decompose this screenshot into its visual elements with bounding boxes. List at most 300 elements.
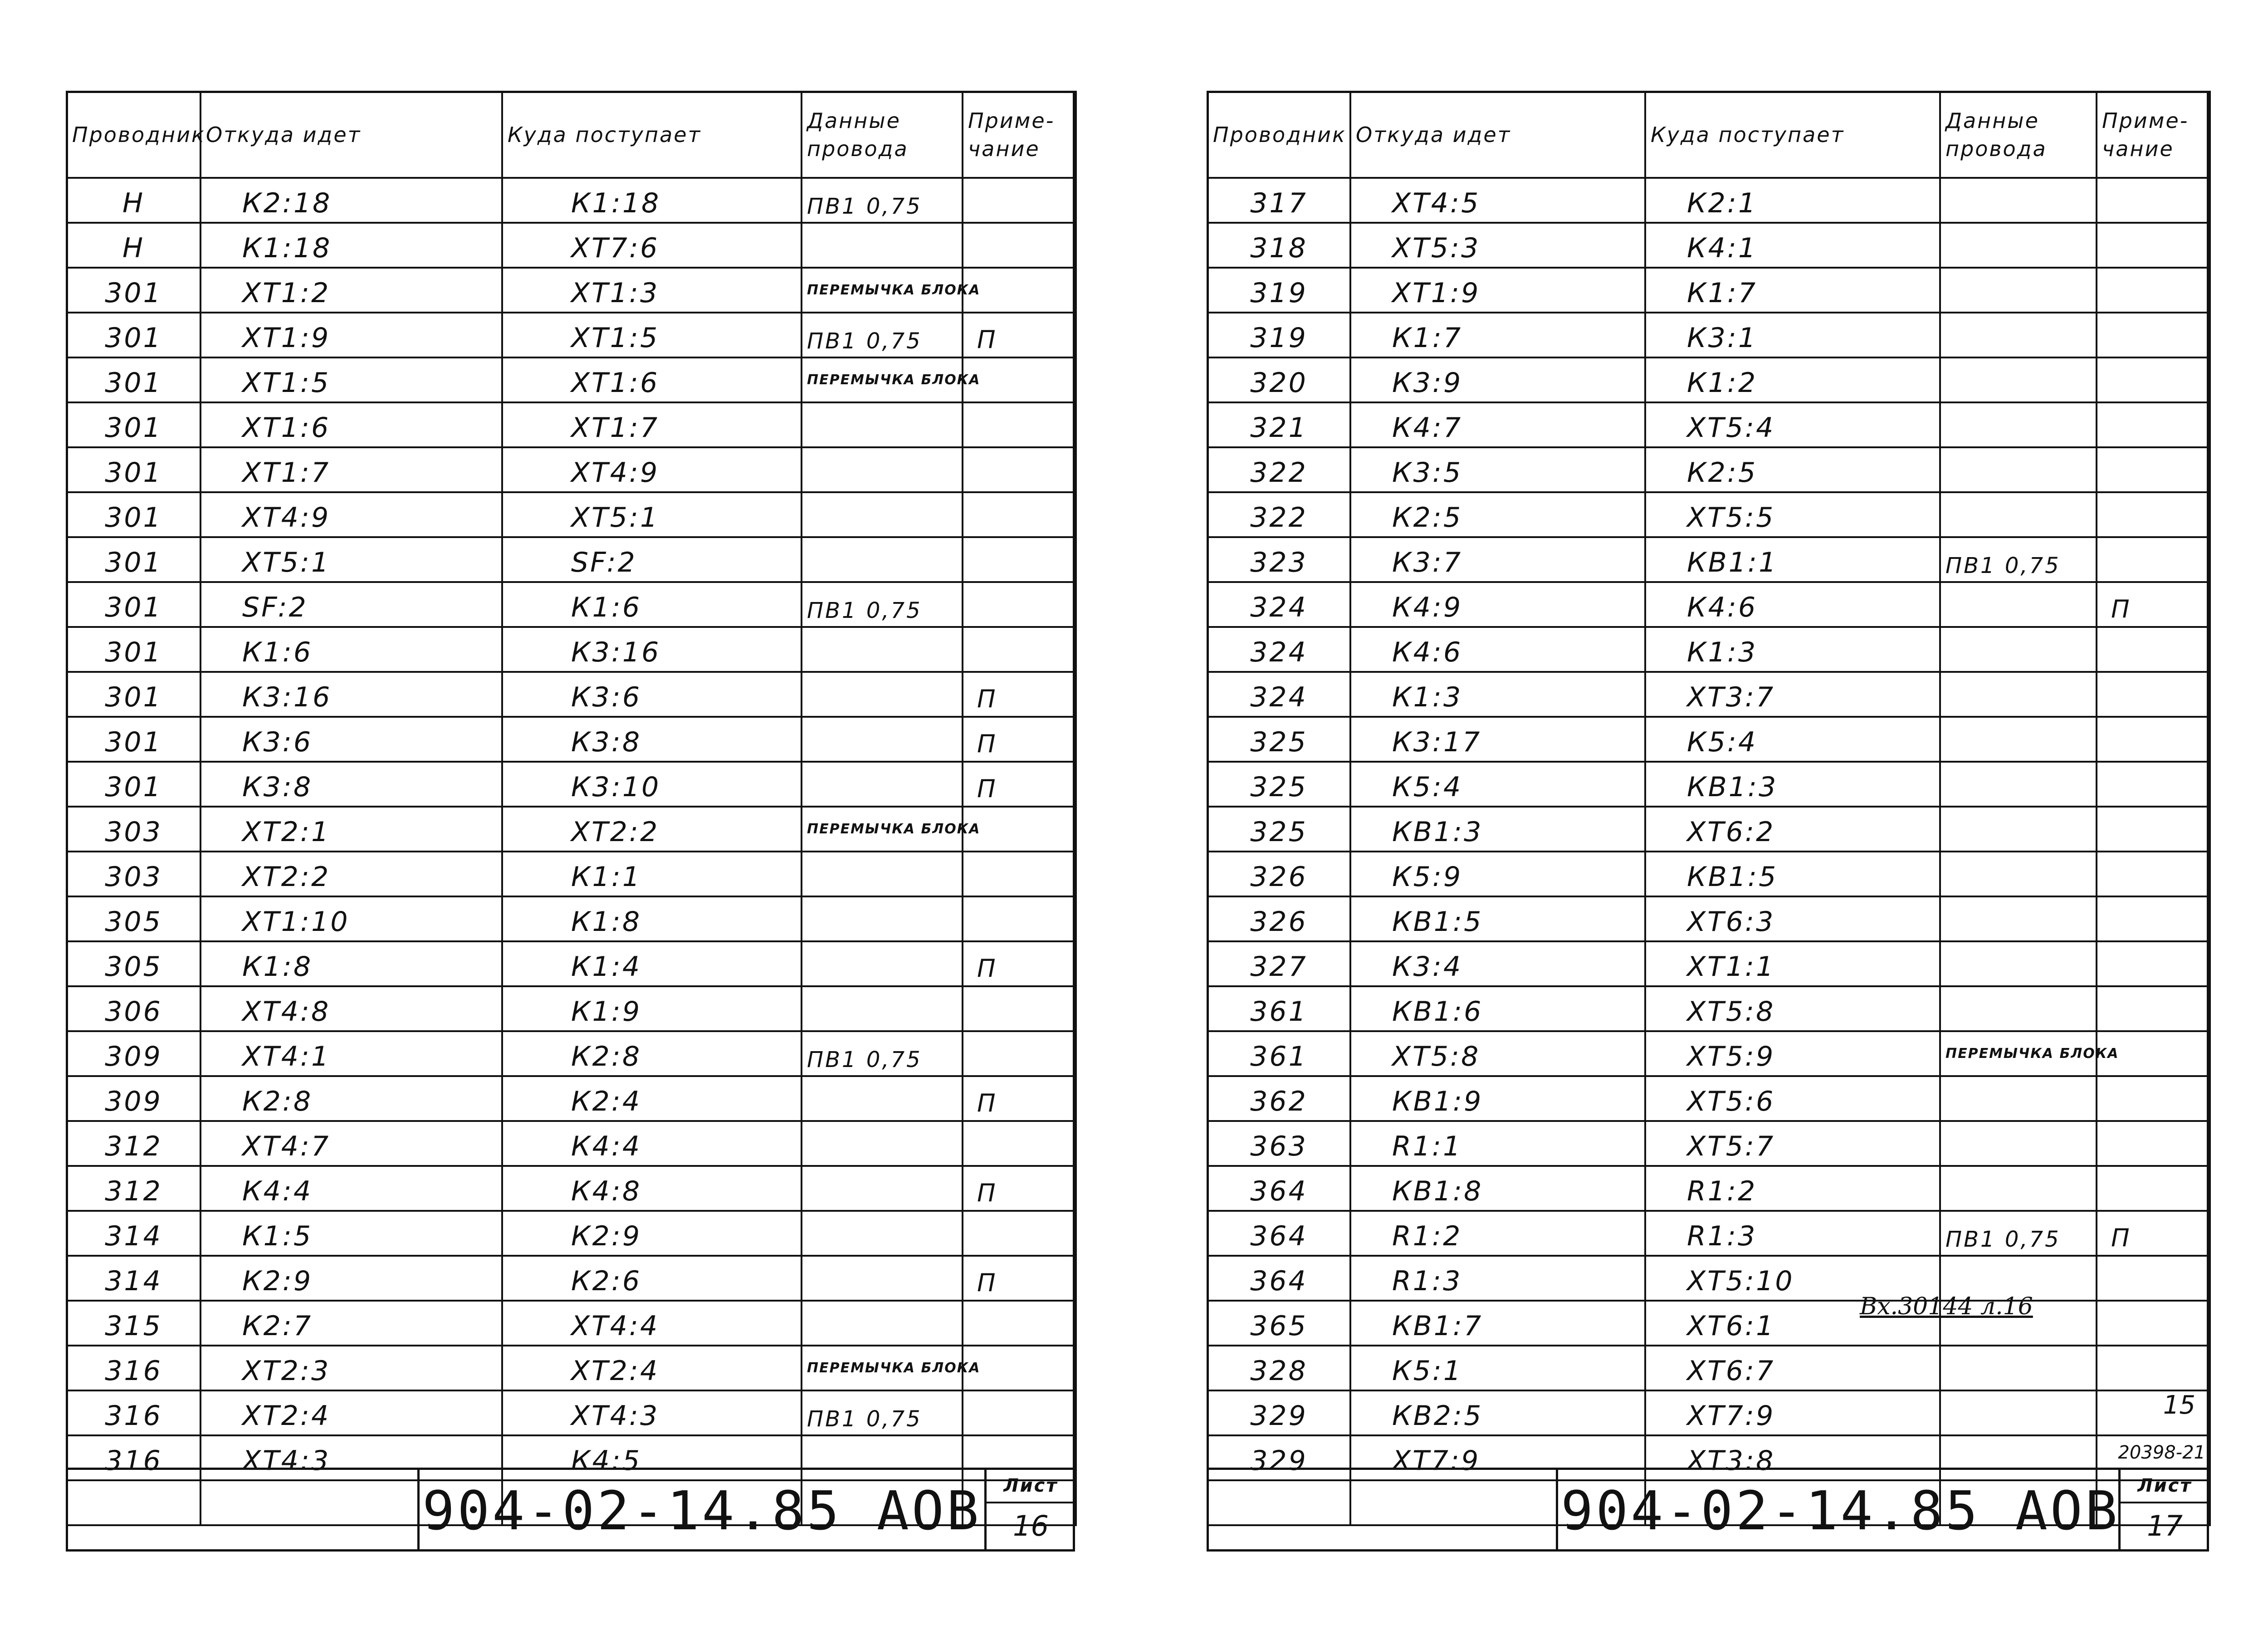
header-data: Данные провода [1940, 92, 2097, 178]
cell-from: R1:3 [1350, 1256, 1645, 1301]
cell-wire: 301 [67, 672, 200, 717]
cell-wire: 323 [1207, 537, 1350, 582]
table-row [67, 1121, 1076, 1166]
cell-note [963, 1211, 1076, 1256]
cell-wire: 309 [67, 1031, 200, 1076]
cell-to: К4:6 [1645, 582, 1940, 627]
table-row [1207, 941, 2210, 986]
cell-data [1940, 492, 2097, 537]
cell-to: К4:5 [502, 1435, 802, 1480]
cell-wire: 365 [1207, 1301, 1350, 1346]
cell-note [2097, 672, 2210, 717]
cell-to: ХТ5:9 [1645, 1031, 1940, 1076]
table-row [67, 268, 1076, 313]
table-body-left [67, 178, 1076, 1525]
cell-wire: 301 [67, 313, 200, 357]
cell-to: ХТ6:1 [1645, 1301, 1940, 1346]
cell-note [2097, 357, 2210, 402]
cell-data [802, 447, 963, 492]
cell-note [963, 1301, 1076, 1346]
cell-data [802, 941, 963, 986]
table-row [67, 357, 1076, 402]
cell-data: ПЕРЕМЫЧКА БЛОКА [802, 357, 963, 402]
cell-data [1940, 1390, 2097, 1435]
cell-to: К1:1 [502, 852, 802, 896]
cell-to: К1:4 [502, 941, 802, 986]
cell-wire: 329 [1207, 1435, 1350, 1480]
cell-wire: 301 [67, 762, 200, 807]
cell-data: ПЕРЕМЫЧКА БЛОКА [802, 1346, 963, 1390]
cell-note [2097, 941, 2210, 986]
cell-wire: 320 [1207, 357, 1350, 402]
header-note: Приме-чание [2097, 92, 2210, 178]
cell-wire: 306 [67, 986, 200, 1031]
cell-from: ХТ4:9 [200, 492, 502, 537]
cell-note [2097, 1301, 2210, 1346]
table-row [67, 1166, 1076, 1211]
cell-wire: 363 [1207, 1121, 1350, 1166]
table-row [67, 627, 1076, 672]
sheet-right [1207, 91, 2209, 1552]
cell-note: П [963, 313, 1076, 357]
cell-to: К2:5 [1645, 447, 1940, 492]
cell-data [802, 1121, 963, 1166]
cell-from: К5:9 [1350, 852, 1645, 896]
header-to: Куда поступает [502, 92, 802, 178]
cell-from: К3:17 [1350, 717, 1645, 762]
cell-from: ХТ2:3 [200, 1346, 502, 1390]
wire-table-left [66, 91, 1077, 1526]
cell-data: ПВ1 0,75 [802, 313, 963, 357]
table-row [67, 402, 1076, 447]
cell-to: К1:6 [502, 582, 802, 627]
cell-from: К5:4 [1350, 762, 1645, 807]
document-code: 904-02-14.85 АОВ [417, 1470, 984, 1552]
cell-note [2097, 1256, 2210, 1301]
cell-data: ПЕРЕМЫЧКА БЛОКА [802, 807, 963, 852]
cell-to: К1:3 [1645, 627, 1940, 672]
cell-data [802, 1076, 963, 1121]
header-wire: Проводник [1207, 92, 1350, 178]
cell-to: ХТ7:6 [502, 223, 802, 268]
cell-note [2097, 492, 2210, 537]
cell-to: ХТ4:4 [502, 1301, 802, 1346]
cell-note [2097, 986, 2210, 1031]
cell-data [1940, 1346, 2097, 1390]
table-row [67, 717, 1076, 762]
cell-wire: Н [67, 178, 200, 223]
table-row [67, 447, 1076, 492]
sheet-number: 16 [1013, 1509, 1049, 1542]
cell-data [802, 1256, 963, 1301]
cell-from: ХТ2:2 [200, 852, 502, 896]
cell-note: П [2097, 582, 2210, 627]
cell-data [1940, 1121, 2097, 1166]
table-row [67, 1301, 1076, 1346]
cell-to: ХТ5:8 [1645, 986, 1940, 1031]
cell-to: R1:3 [1645, 1211, 1940, 1256]
cell-from: ХТ1:7 [200, 447, 502, 492]
cell-from: КВ2:5 [1350, 1390, 1645, 1435]
cell-to: ХТ6:7 [1645, 1346, 1940, 1390]
cell-data [802, 762, 963, 807]
cell-from: К5:1 [1350, 1346, 1645, 1390]
cell-data [802, 627, 963, 672]
cell-data [802, 1211, 963, 1256]
title-block [66, 1468, 1075, 1552]
cell-data [1940, 672, 2097, 717]
cell-data [1940, 852, 2097, 896]
cell-to: ХТ1:7 [502, 402, 802, 447]
cell-to: ХТ5:5 [1645, 492, 1940, 537]
cell-note [963, 1031, 1076, 1076]
cell-from: К2:8 [200, 1076, 502, 1121]
table-row [1207, 762, 2210, 807]
cell-data [802, 986, 963, 1031]
document-code: 904-02-14.85 АОВ [1556, 1470, 2123, 1552]
cell-note [2097, 1076, 2210, 1121]
cell-data [1940, 447, 2097, 492]
cell-wire: 361 [1207, 1031, 1350, 1076]
cell-data: ПЕРЕМЫЧКА БЛОКА [1940, 1031, 2097, 1076]
cell-to: ХТ1:3 [502, 268, 802, 313]
cell-data [1940, 1076, 2097, 1121]
cell-to: ХТ5:1 [502, 492, 802, 537]
table-row [67, 1211, 1076, 1256]
cell-note: П [963, 1076, 1076, 1121]
cell-note [963, 402, 1076, 447]
cell-from: К1:5 [200, 1211, 502, 1256]
table-row [67, 1076, 1076, 1121]
cell-from: К1:7 [1350, 313, 1645, 357]
cell-wire: 364 [1207, 1211, 1350, 1256]
sheet-label: Лист [987, 1470, 1075, 1503]
cell-note: П [963, 672, 1076, 717]
table-row [1207, 223, 2210, 268]
table-body-right [1207, 178, 2210, 1525]
cell-from: К1:6 [200, 627, 502, 672]
cell-note [963, 178, 1076, 223]
cell-data [1940, 986, 2097, 1031]
cell-from: ХТ4:1 [200, 1031, 502, 1076]
wire-table-right [1207, 91, 2211, 1526]
cell-from: К2:18 [200, 178, 502, 223]
table-row [1207, 268, 2210, 313]
cell-from: ХТ4:8 [200, 986, 502, 1031]
table-row [1207, 717, 2210, 762]
cell-data [802, 672, 963, 717]
cell-from: К4:6 [1350, 627, 1645, 672]
table-row [1207, 672, 2210, 717]
table-row [67, 1346, 1076, 1390]
cell-data: ПВ1 0,75 [802, 1031, 963, 1076]
cell-to: ХТ4:3 [502, 1390, 802, 1435]
cell-wire: 329 [1207, 1390, 1350, 1435]
cell-note: П [963, 762, 1076, 807]
table-row [1207, 1346, 2210, 1390]
cell-data [1940, 223, 2097, 268]
cell-from: КВ1:6 [1350, 986, 1645, 1031]
cell-wire: Н [67, 223, 200, 268]
cell-wire: 314 [67, 1256, 200, 1301]
header-from: Откуда идет [1350, 92, 1645, 178]
cell-wire: 322 [1207, 447, 1350, 492]
cell-from: К3:8 [200, 762, 502, 807]
table-row [67, 537, 1076, 582]
cell-from: КВ1:9 [1350, 1076, 1645, 1121]
cell-from: К3:5 [1350, 447, 1645, 492]
cell-note: П [963, 1256, 1076, 1301]
cell-data [802, 402, 963, 447]
header-from: Откуда идет [200, 92, 502, 178]
cell-data [1940, 1166, 2097, 1211]
cell-data [802, 537, 963, 582]
cell-to: К4:8 [502, 1166, 802, 1211]
table-row [1207, 852, 2210, 896]
cell-to: К2:9 [502, 1211, 802, 1256]
cell-from: КВ1:7 [1350, 1301, 1645, 1346]
cell-wire: 301 [67, 447, 200, 492]
cell-data [1940, 313, 2097, 357]
cell-to: К2:8 [502, 1031, 802, 1076]
cell-data [1940, 717, 2097, 762]
cell-data: ПВ1 0,75 [802, 582, 963, 627]
sheet-label: Лист [2121, 1470, 2209, 1503]
cell-from: SF:2 [200, 582, 502, 627]
table-row [1207, 582, 2210, 627]
table-row [1207, 896, 2210, 941]
cell-note [963, 1121, 1076, 1166]
cell-wire: 364 [1207, 1256, 1350, 1301]
cell-wire: 364 [1207, 1166, 1350, 1211]
reference-note: Вх.30144 л.16 [1860, 1293, 2033, 1320]
cell-from: ХТ7:9 [1350, 1435, 1645, 1480]
cell-wire: 301 [67, 357, 200, 402]
cell-from: R1:1 [1350, 1121, 1645, 1166]
cell-from: ХТ4:3 [200, 1435, 502, 1480]
cell-note [963, 896, 1076, 941]
cell-note [2097, 852, 2210, 896]
table-row [1207, 178, 2210, 223]
table-row [1207, 492, 2210, 537]
cell-note [963, 986, 1076, 1031]
cell-from: К3:6 [200, 717, 502, 762]
cell-from: К4:7 [1350, 402, 1645, 447]
table-row [1207, 313, 2210, 357]
cell-wire: 319 [1207, 313, 1350, 357]
cell-note [963, 852, 1076, 896]
cell-note [2097, 717, 2210, 762]
table-header [67, 92, 1076, 178]
inventory-number: 20398-21 [2118, 1442, 2205, 1463]
cell-to: К2:4 [502, 1076, 802, 1121]
cell-note [2097, 537, 2210, 582]
cell-data [1940, 941, 2097, 986]
cell-wire: 328 [1207, 1346, 1350, 1390]
table-row [67, 852, 1076, 896]
cell-from: ХТ4:5 [1350, 178, 1645, 223]
cell-to: ХТ1:5 [502, 313, 802, 357]
table-row [67, 762, 1076, 807]
cell-to: К3:16 [502, 627, 802, 672]
table-row [1207, 986, 2210, 1031]
cell-to: К4:1 [1645, 223, 1940, 268]
cell-wire: 319 [1207, 268, 1350, 313]
cell-wire: 325 [1207, 807, 1350, 852]
cell-to: К2:6 [502, 1256, 802, 1301]
cell-wire: 301 [67, 717, 200, 762]
table-row [67, 1390, 1076, 1435]
cell-from: ХТ2:4 [200, 1390, 502, 1435]
table-row [67, 1031, 1076, 1076]
cell-from: ХТ5:3 [1350, 223, 1645, 268]
cell-wire: 326 [1207, 896, 1350, 941]
table-row [67, 986, 1076, 1031]
cell-data [1940, 762, 2097, 807]
cell-wire: 301 [67, 268, 200, 313]
cell-note [963, 492, 1076, 537]
cell-wire: 314 [67, 1211, 200, 1256]
cell-wire: 305 [67, 941, 200, 986]
cell-wire: 325 [1207, 717, 1350, 762]
cell-from: R1:2 [1350, 1211, 1645, 1256]
table-row [67, 492, 1076, 537]
cell-wire: 324 [1207, 627, 1350, 672]
cell-to: ХТ7:9 [1645, 1390, 1940, 1435]
cell-wire: 324 [1207, 672, 1350, 717]
cell-to: ХТ5:10 [1645, 1256, 1940, 1301]
cell-note [2097, 1121, 2210, 1166]
cell-data [1940, 627, 2097, 672]
cell-from: ХТ1:10 [200, 896, 502, 941]
cell-from: КВ1:5 [1350, 896, 1645, 941]
cell-data: ПВ1 0,75 [1940, 1211, 2097, 1256]
cell-note [963, 537, 1076, 582]
sheet-number-box [2118, 1470, 2209, 1552]
cell-wire: 315 [67, 1301, 200, 1346]
table-row [1207, 447, 2210, 492]
cell-note [963, 627, 1076, 672]
table-row [67, 178, 1076, 223]
table-header [1207, 92, 2210, 178]
table-row [67, 582, 1076, 627]
table-row [1207, 1301, 2210, 1346]
cell-to: К1:18 [502, 178, 802, 223]
cell-wire: 326 [1207, 852, 1350, 896]
cell-wire: 322 [1207, 492, 1350, 537]
cell-to: К2:1 [1645, 178, 1940, 223]
table-row [1207, 807, 2210, 852]
table-row [1207, 537, 2210, 582]
cell-to: К5:4 [1645, 717, 1940, 762]
cell-data [1940, 357, 2097, 402]
cell-note: П [2097, 1211, 2210, 1256]
cell-wire: 303 [67, 807, 200, 852]
cell-to: К1:9 [502, 986, 802, 1031]
cell-from: К4:9 [1350, 582, 1645, 627]
cell-to: КВ1:1 [1645, 537, 1940, 582]
cell-from: К1:3 [1350, 672, 1645, 717]
cell-note [2097, 447, 2210, 492]
cell-to: ХТ5:6 [1645, 1076, 1940, 1121]
cell-wire: 316 [67, 1435, 200, 1480]
cell-data [802, 1166, 963, 1211]
cell-to: R1:2 [1645, 1166, 1940, 1211]
cell-wire: 327 [1207, 941, 1350, 986]
cell-from: ХТ5:8 [1350, 1031, 1645, 1076]
cell-note [963, 447, 1076, 492]
table-row [1207, 1211, 2210, 1256]
table-row [1207, 1166, 2210, 1211]
cell-data: ПЕРЕМЫЧКА БЛОКА [802, 268, 963, 313]
cell-note [2097, 1166, 2210, 1211]
cell-note [2097, 178, 2210, 223]
cell-to: ХТ5:7 [1645, 1121, 1940, 1166]
cell-data [802, 492, 963, 537]
cell-to: ХТ1:1 [1645, 941, 1940, 986]
cell-data [1940, 807, 2097, 852]
cell-data [802, 223, 963, 268]
cell-from: КВ1:8 [1350, 1166, 1645, 1211]
cell-data: ПВ1 0,75 [802, 178, 963, 223]
cell-note [2097, 313, 2210, 357]
cell-wire: 324 [1207, 582, 1350, 627]
cell-wire: 301 [67, 627, 200, 672]
cell-data: ПВ1 0,75 [802, 1390, 963, 1435]
cell-to: ХТ3:7 [1645, 672, 1940, 717]
table-row [67, 223, 1076, 268]
cell-from: ХТ5:1 [200, 537, 502, 582]
cell-to: SF:2 [502, 537, 802, 582]
cell-to: К1:7 [1645, 268, 1940, 313]
cell-wire: 309 [67, 1076, 200, 1121]
cell-data [802, 717, 963, 762]
table-row [1207, 357, 2210, 402]
cell-note [2097, 1346, 2210, 1390]
cell-from: К2:7 [200, 1301, 502, 1346]
cell-from: ХТ2:1 [200, 807, 502, 852]
cell-from: ХТ1:9 [1350, 268, 1645, 313]
cell-wire: 301 [67, 537, 200, 582]
table-row [67, 313, 1076, 357]
cell-to: ХТ1:6 [502, 357, 802, 402]
cell-to: К3:10 [502, 762, 802, 807]
cell-to: ХТ3:8 [1645, 1435, 1940, 1480]
cell-data [1940, 178, 2097, 223]
cell-to: К1:8 [502, 896, 802, 941]
cell-note [963, 223, 1076, 268]
title-block [1207, 1468, 2209, 1552]
page-number: 15 [2163, 1390, 2195, 1420]
cell-wire: 305 [67, 896, 200, 941]
cell-data [802, 852, 963, 896]
cell-data [1940, 402, 2097, 447]
sheet-number-box [984, 1470, 1075, 1552]
cell-note [2097, 223, 2210, 268]
cell-wire: 312 [67, 1166, 200, 1211]
cell-note [2097, 268, 2210, 313]
cell-note: П [963, 941, 1076, 986]
cell-wire: 318 [1207, 223, 1350, 268]
cell-from: К3:9 [1350, 357, 1645, 402]
cell-note [2097, 627, 2210, 672]
cell-from: ХТ1:6 [200, 402, 502, 447]
cell-data [802, 896, 963, 941]
cell-from: КВ1:3 [1350, 807, 1645, 852]
cell-data [1940, 582, 2097, 627]
cell-data [1940, 268, 2097, 313]
cell-wire: 362 [1207, 1076, 1350, 1121]
